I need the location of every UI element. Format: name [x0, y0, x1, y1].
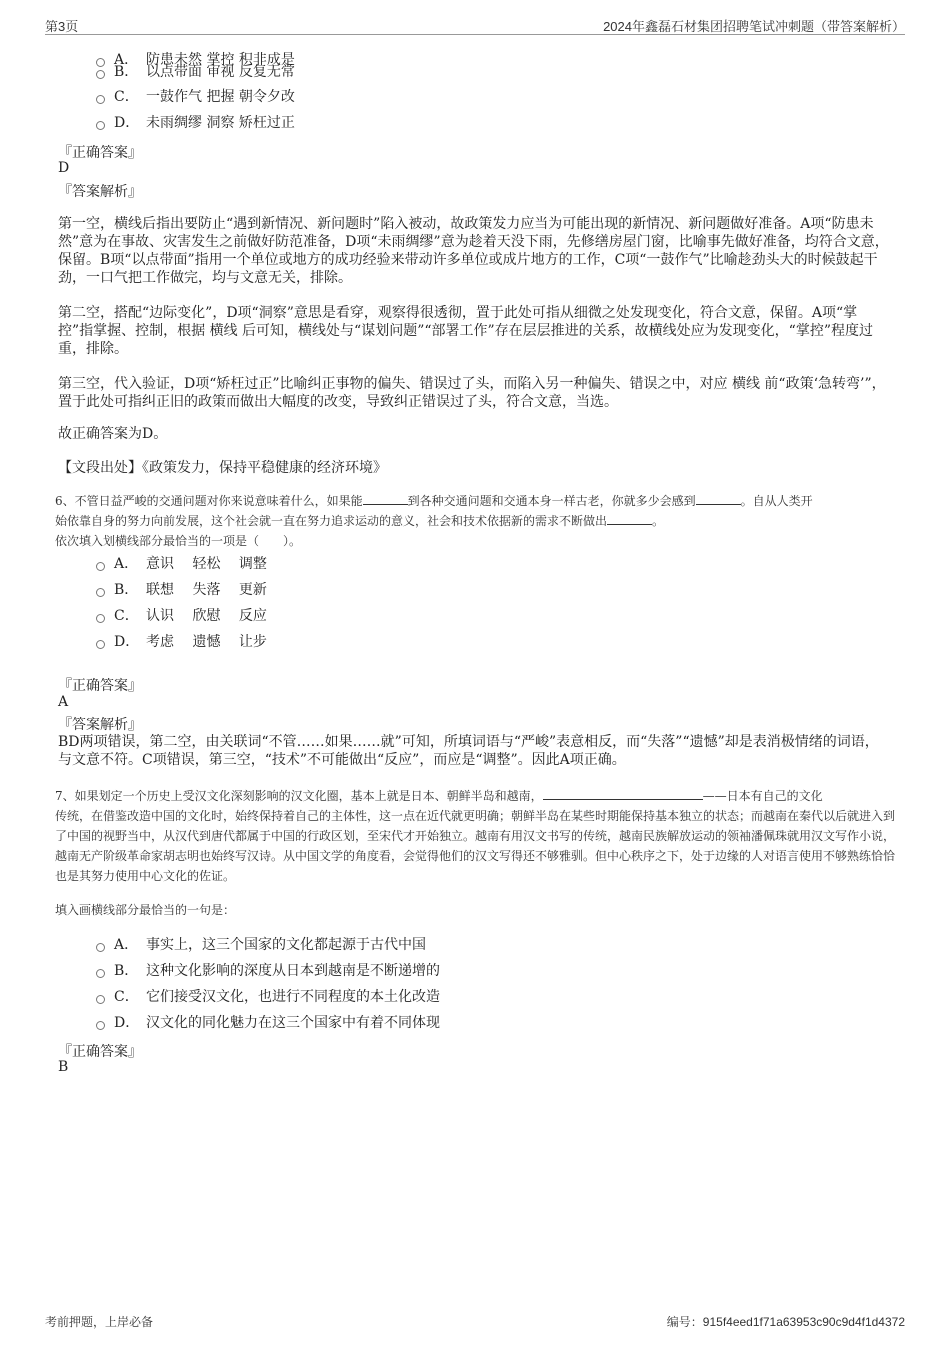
footer-slogan: 考前押题，上岸必备: [45, 1315, 154, 1329]
q7-option-c[interactable]: C． 它们接受汉文化，也进行不同程度的本土化改造: [96, 985, 440, 1007]
q6-answer-label: 『正确答案』: [58, 678, 142, 694]
q6-option-a[interactable]: A． 意识 轻松 调整: [96, 552, 267, 574]
q6-analysis: BD两项错误，第二空，由关联词“不管……如果……就”可知，所填词语与“严峻”表意相反，而“失落”“遗憾”却是表消极情绪的词语，与文意不符。C项错误，第三空，“技术”不可能做出“反应”，而应是“调整”。因此A项正确。: [58, 734, 879, 768]
q5-analysis-label: 『答案解析』: [58, 184, 142, 200]
q5-option-a[interactable]: A． 防患未然 掌控 积非成是: [96, 48, 295, 70]
q5-answer-label: 『正确答案』: [58, 145, 142, 161]
radio-icon[interactable]: [96, 588, 105, 597]
document-title: 2024年鑫磊石材集团招聘笔试冲刺题（带答案解析）: [603, 19, 905, 34]
q7-option-d[interactable]: D． 汉文化的同化魅力在这三个国家中有着不同体现: [96, 1011, 440, 1033]
q5-source: 【文段出处】《政策发力，保持平稳健康的经济环境》: [58, 460, 387, 476]
option-text: 这种文化影响的深度从日本到越南是不断递增的: [146, 963, 440, 979]
blank-line: [696, 492, 741, 505]
option-text: 以点带面 审视 反复无常: [146, 64, 295, 80]
q6-option-b[interactable]: B． 联想 失落 更新: [96, 578, 267, 600]
q5-option-c[interactable]: C． 一鼓作气 把握 朝令夕改: [96, 85, 295, 107]
blank-line: [363, 492, 408, 505]
option-text: 汉文化的同化魅力在这三个国家中有着不同体现: [146, 1015, 440, 1031]
q6-option-d[interactable]: D． 考虑 遗憾 让步: [96, 630, 267, 652]
option-text: 考虑 遗憾 让步: [146, 634, 267, 650]
radio-icon[interactable]: [96, 995, 105, 1004]
header-divider: [45, 34, 905, 35]
q6-answer: A: [58, 694, 69, 710]
radio-icon[interactable]: [96, 943, 105, 952]
q5-option-d[interactable]: D． 未雨绸缪 洞察 矫枉过正: [96, 111, 295, 133]
q7-prompt: 填入画横线部分最恰当的一句是：: [55, 903, 236, 917]
radio-icon[interactable]: [96, 70, 105, 79]
q6-analysis-label: 『答案解析』: [58, 717, 142, 733]
q5-answer: D: [58, 160, 70, 176]
q7-stem: 7、如果划定一个历史上受汉文化深刻影响的汉文化圈，基本上就是日本、朝鲜半岛和越南， ——日本有自己的文化 传统，在借鉴改造中国的文化时，始终保持着自己的主体性，这一点在近代就更明确；朝鲜半岛在某些时期能保持基本独立的状态；而越南在秦代以后就进入到了中国的视野当中，从汉代到唐代都属于中国的行政区划，至宋代才开始独立。越南有用汉文书写的传统，越南民族解放运动的领袖潘佩珠就用汉文写作小说，越南无产阶级革命家胡志明也始终写汉诗。从中国文学的角度看，会觉得他们的汉文写得还不够雅驯。但中心秩序之下，处于边缘的人对语言使用不够熟练恰恰也是其努力使用中心文化的佐证。: [55, 789, 896, 883]
radio-icon[interactable]: [96, 1021, 105, 1030]
q5-option-b[interactable]: B． 以点带面 审视 反复无常: [96, 60, 295, 82]
option-text: 防患未然 掌控 积非成是: [146, 52, 295, 68]
radio-icon[interactable]: [96, 614, 105, 623]
option-text: 认识 欣慰 反应: [146, 608, 267, 624]
q7-answer-label: 『正确答案』: [58, 1044, 142, 1060]
q6-stem: 6、不管日益严峻的交通问题对你来说意味着什么，如果能 到各种交通问题和交通本身一样古老，你就多少会感到 。自从人类开 始依靠自身的努力向前发展，这个社会就一直在努力追求运动的意义，社会和技术依据新的需求不断做出 。 依次填入划横线部分最恰当的一项是（ ）。: [55, 494, 813, 548]
blank-line: [543, 787, 703, 800]
q5-analysis-paragraph: 第二空，搭配“边际变化”，D项“洞察”意思是看穿，观察得很透彻，置于此处可指从细微之处发现变化，符合文意，保留。A项“掌控”指掌握、控制，根据 横线 后可知，横线处与“谋划问题”“部署工作”存在层层推进的关系，故横线处应为发现变化，“掌控”程度过重，排除。: [58, 305, 873, 357]
option-text: 一鼓作气 把握 朝令夕改: [146, 89, 295, 105]
radio-icon[interactable]: [96, 121, 105, 130]
option-text: 它们接受汉文化，也进行不同程度的本土化改造: [146, 989, 440, 1005]
page-number: 第3页: [45, 19, 79, 34]
option-text: 未雨绸缪 洞察 矫枉过正: [146, 115, 295, 131]
footer-serial: 编号：915f4eed1f71a63953c90c9d4f1d4372: [666, 1315, 905, 1329]
option-text: 意识 轻松 调整: [146, 556, 267, 572]
q5-analysis-paragraph: 第一空，横线后指出要防止“遇到新情况、新问题时”陷入被动，故政策发力应当为可能出现的新情况、新问题做好准备。A项“防患未然”意为在事故、灾害发生之前做好防范准备，D项“未雨绸缪”意为趁着天没下雨，先修缮房屋门窗，比喻事先做好准备，均符合文意，保留。B项“以点带面”指用一个单位或地方的成功经验来带动许多单位或成片地方的工作，C项“一鼓作气”比喻趁劲头大的时候鼓起干劲，一口气把工作做完，均与文意无关，排除。: [58, 216, 889, 286]
q7-option-b[interactable]: B． 这种文化影响的深度从日本到越南是不断递增的: [96, 959, 440, 981]
q7-answer: B: [58, 1059, 69, 1075]
q5-conclusion: 故正确答案为D。: [58, 426, 168, 442]
q5-analysis-paragraph: 第三空，代入验证，D项“矫枉过正”比喻纠正事物的偏失、错误过了头，而陷入另一种偏失、错误之中，对应 横线 前“政策‘急转弯’”，置于此处可指纠正旧的政策而做出大幅度的改变，导致纠正错误过了头，符合文意，当选。: [58, 376, 886, 410]
radio-icon[interactable]: [96, 95, 105, 104]
option-text: 事实上，这三个国家的文化都起源于古代中国: [146, 937, 426, 953]
q6-option-c[interactable]: C． 认识 欣慰 反应: [96, 604, 267, 626]
blank-line: [607, 512, 652, 525]
radio-icon[interactable]: [96, 562, 105, 571]
q6-prompt: 依次填入划横线部分最恰当的一项是（ ）。: [55, 534, 302, 548]
radio-icon[interactable]: [96, 969, 105, 978]
option-text: 联想 失落 更新: [146, 582, 267, 598]
radio-icon[interactable]: [96, 640, 105, 649]
q7-option-a[interactable]: A． 事实上，这三个国家的文化都起源于古代中国: [96, 933, 426, 955]
